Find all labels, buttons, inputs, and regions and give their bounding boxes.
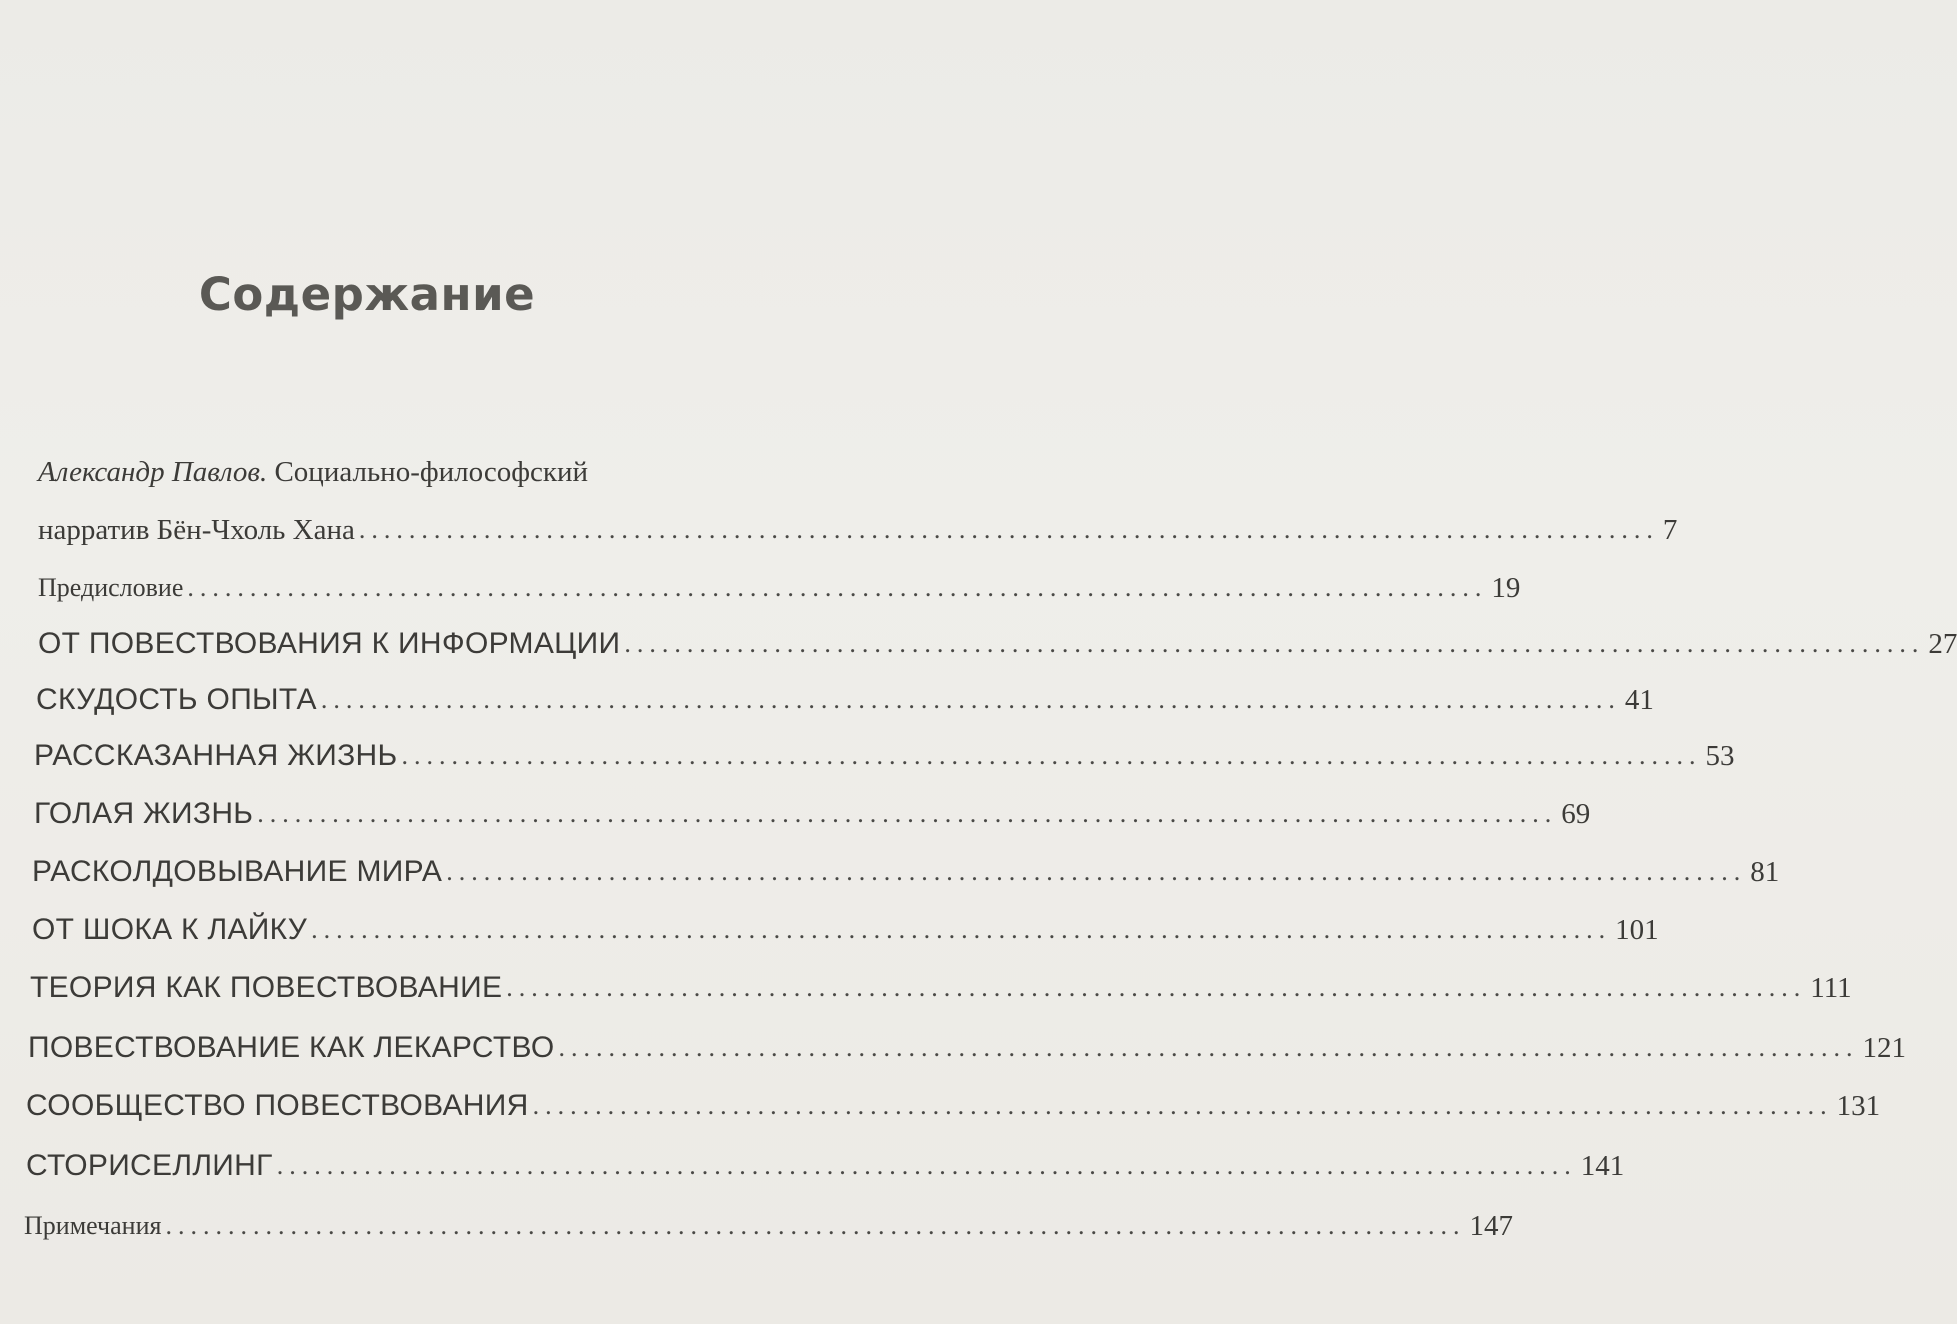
toc-entry-chapter [0, 962, 1852, 1006]
toc-entry-chapter [0, 1140, 1625, 1184]
dot-leader: ........................................................................................................ [446, 857, 1747, 886]
toc-entry-title: ГОЛАЯ ЖИЗНЬ [34, 797, 254, 830]
toc-entry-title: ОТ ПОВЕСТВОВАНИЯ К ИНФОРМАЦИИ [38, 627, 621, 660]
toc-entry-title: РАССКАЗАННАЯ ЖИЗНЬ [34, 739, 398, 772]
dot-leader: ........................................................................................................ [165, 1211, 1466, 1240]
toc-entry-title: ПОВЕСТВОВАНИЕ КАК ЛЕКАРСТВО [28, 1031, 555, 1064]
toc-page-number: 111 [1810, 972, 1852, 1004]
toc-page-number: 7 [1662, 514, 1678, 546]
toc-entry-title: Предисловие [38, 573, 184, 602]
toc-entry-title: СТОРИСЕЛЛИНГ [26, 1149, 273, 1182]
toc-page-number: 121 [1862, 1032, 1906, 1064]
toc-page-number: 69 [1561, 798, 1591, 830]
dot-leader: ........................................................................................................ [401, 741, 1702, 770]
page-title: Содержание [198, 268, 536, 321]
toc-page-number: 101 [1615, 914, 1659, 946]
dot-leader: ........................................................................................................ [257, 799, 1558, 828]
dot-leader: ........................................................................................................ [358, 515, 1659, 544]
dot-leader: ........................................................................................................ [624, 629, 1925, 658]
toc-entry-chapter [0, 674, 1654, 718]
toc-entry-title: ТЕОРИЯ КАК ПОВЕСТВОВАНИЕ [30, 971, 503, 1004]
dot-leader: ........................................................................................................ [558, 1033, 1859, 1062]
toc-entry-title: нарратив Бён-Чхоль Хана [38, 514, 355, 546]
toc-entry-preface [0, 562, 1521, 606]
toc-entry-title: СООБЩЕСТВО ПОВЕСТВОВАНИЯ [26, 1089, 529, 1122]
toc-entry-author: Александр Павлов. [38, 456, 268, 488]
toc-entry-title: ОТ ШОКА К ЛАЙКУ [32, 913, 308, 946]
toc-entry-chapter [0, 1080, 1881, 1124]
toc-entry-chapter [0, 788, 1591, 832]
toc-entry-chapter [0, 730, 1735, 774]
toc-entry-chapter [0, 618, 1957, 662]
toc-entry-title: Примечания [24, 1211, 162, 1240]
toc-page-number: 41 [1624, 684, 1654, 716]
toc-entry-title: Социально-философский [274, 456, 589, 488]
dot-leader: ........................................................................................................ [506, 973, 1807, 1002]
toc-page-number: 131 [1836, 1090, 1881, 1122]
dot-leader: ........................................................................................................ [187, 573, 1488, 602]
toc-entry-intro-line1 [0, 446, 800, 490]
toc-page-number: 53 [1705, 740, 1735, 772]
toc-entry-notes [0, 1200, 1513, 1244]
toc-entry-title: СКУДОСТЬ ОПЫТА [36, 683, 317, 716]
toc-entry-chapter [0, 904, 1659, 948]
toc-page-number: 27 [1928, 628, 1957, 660]
toc-entry-intro-line2 [0, 504, 1678, 548]
toc-entry-title: РАСКОЛДОВЫВАНИЕ МИРА [32, 855, 443, 888]
toc-entry-chapter [0, 846, 1780, 890]
toc-entry-chapter [0, 1022, 1906, 1066]
dot-leader: ........................................................................................................ [532, 1091, 1833, 1120]
toc-page-number: 81 [1750, 856, 1780, 888]
dot-leader: ........................................................................................................ [320, 685, 1621, 714]
dot-leader: ........................................................................................................ [311, 915, 1612, 944]
toc-page-number: 19 [1491, 572, 1521, 604]
toc-page-number: 141 [1580, 1150, 1625, 1182]
toc-page-number: 147 [1469, 1210, 1513, 1242]
dot-leader: ........................................................................................................ [276, 1151, 1577, 1180]
